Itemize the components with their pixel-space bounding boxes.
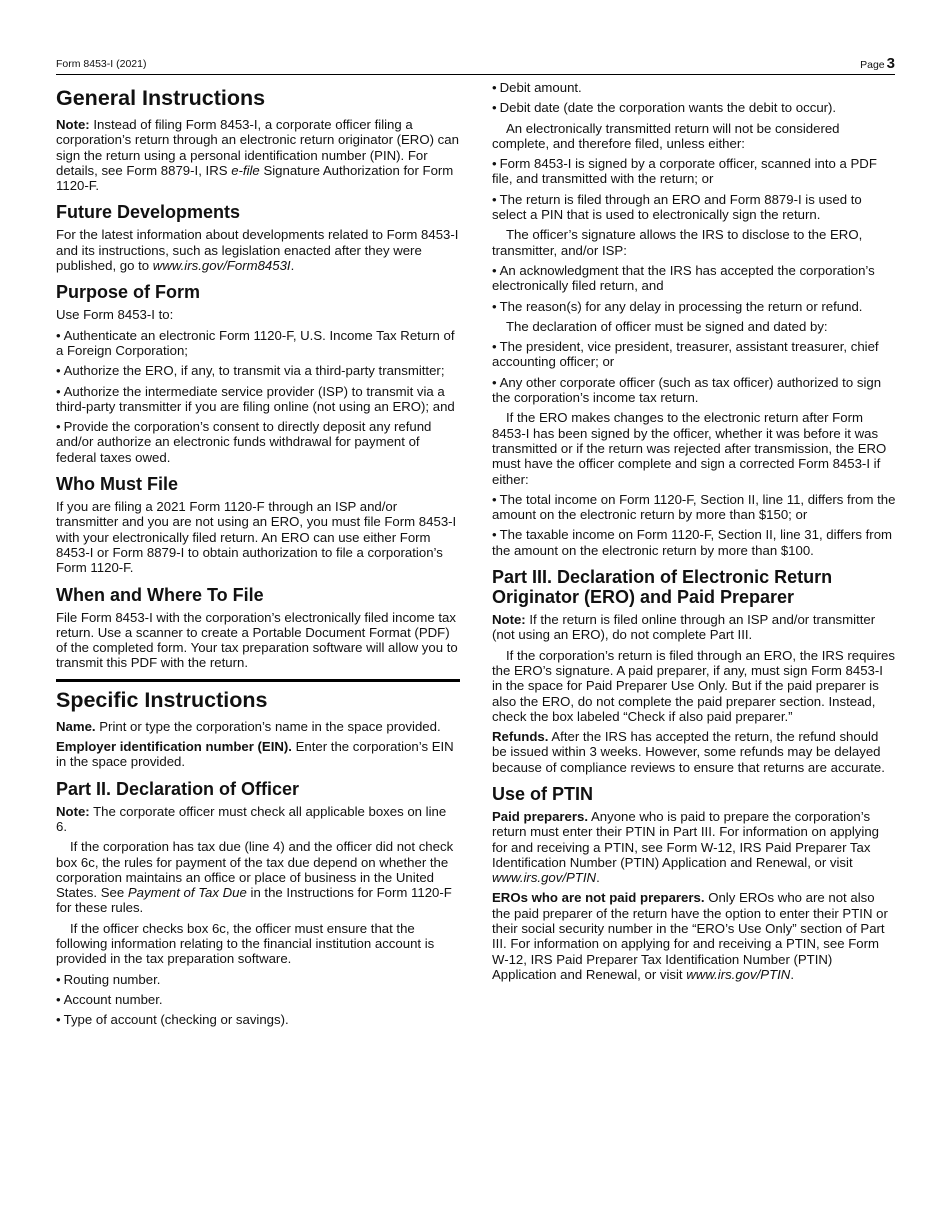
part2-note: Note: The corporate officer must check all applicable boxes on line 6. [56, 803, 447, 834]
list-item: • Form 8453-I is signed by a corporate officer, scanned into a PDF file, and transmitted with the return; or [492, 156, 877, 187]
list-item: • Authenticate an electronic Form 1120-F, U.S. Income Tax Return of a Foreign Corporation; [56, 327, 455, 358]
section-divider [56, 679, 460, 682]
part2-heading: Part II. Declaration of Officer [56, 778, 300, 799]
eros-para: EROs who are not paid preparers. Only EROs who are not also the paid preparer of the return have the option to enter their PTIN or their social security number in the “ERO’s Use Only” section of Part III. For information on applying for and receiving a PTIN, see Form W-12, IRS Paid Preparer Tax Identification Number (PTIN) Application and Renewal, or visit www.irs.gov/PTIN. [492, 890, 888, 982]
right-column [492, 80, 896, 987]
list-item: • The reason(s) for any delay in processing the return or refund. [492, 298, 863, 314]
part3-para: If the corporation’s return is filed through an ERO, the IRS requires the ERO’s signature. A paid preparer, if any, must sign Form 8453-I in the space for Paid Preparer Use Only. But if the paid preparer is also the ERO, do not complete the paid preparer section. Instead, check the box labeled “Check if also paid preparer.” [492, 647, 895, 724]
page-number: Page 3 [860, 55, 895, 72]
page-header [56, 54, 895, 75]
specific-instructions-heading: Specific Instructions [56, 687, 268, 712]
list-item: • Any other corporate officer (such as tax officer) authorized to sign the corporation’s income tax return. [492, 374, 882, 406]
paid-preparers-para: Paid preparers. Anyone who is paid to prepare the corporation’s return must enter their PTIN in Part III. For information on applying for and receiving a PTIN, see Form W-12, IRS Paid Preparer Tax Identification Number (PTIN) Application and Renewal, or visit www.irs.gov/PTIN. [492, 808, 879, 886]
purpose-intro: Use Form 8453-I to: [56, 307, 174, 323]
list-item: • The taxable income on Form 1120-F, Section II, line 31, differs from the amount on the electronic return by more than $100. [492, 527, 893, 558]
left-column [56, 80, 460, 1032]
future-developments-heading: Future Developments [56, 202, 241, 223]
not-complete-para: An electronically transmitted return will not be considered complete, and therefore filed, unless either: [492, 120, 840, 151]
form-id: Form 8453-I (2021) [56, 58, 147, 70]
list-item: • Authorize the ERO, if any, to transmit via a third-party transmitter; [56, 363, 445, 379]
part2-para2: If the officer checks box 6c, the officer must ensure that the following information relating to the financial institution account is provided in the tax preparation software. [56, 920, 435, 967]
ptin-heading: Use of PTIN [492, 783, 594, 804]
list-item: • The total income on Form 1120-F, Section II, line 11, differs from the amount on the electronic return by more than $150; or [492, 491, 896, 523]
list-item: • Debit date (date the corporation wants the debit to occur). [492, 100, 837, 116]
list-item: • The return is filed through an ERO and Form 8879-I is used to select a PIN that is used to electronically sign the return. [492, 191, 862, 223]
when-where-heading: When and Where To File [56, 584, 264, 605]
list-item: • The president, vice president, treasurer, assistant treasurer, chief accounting officer; or [492, 339, 879, 370]
list-item: • Type of account (checking or savings). [56, 1012, 289, 1028]
who-must-file-text: If you are filing a 2021 Form 1120-F through an ISP and/or transmitter and you are not using an ERO, you must file Form 8453-I with your electronically filed return. An ERO can use either Form 8453-I or Form 8879-I to obtain authorization to file a corporation’s Form 1120-F. [56, 499, 457, 576]
name-instruction: Name. Print or type the corporation’s name in the space provided. [56, 718, 441, 734]
who-must-file-heading: Who Must File [56, 474, 178, 495]
list-item: • An acknowledgment that the IRS has accepted the corporation’s electronically filed return, and [492, 262, 875, 294]
list-item: • Provide the corporation’s consent to directly deposit any refund and/or authorize an electronic funds withdrawal for payment of federal taxes owed. [56, 419, 432, 465]
when-where-text: File Form 8453-I with the corporation’s electronically filed income tax return. Use a scanner to create a Portable Document Format (PDF) of the completed form. Your tax preparation software will allow you to transmit this PDF with the return. [56, 609, 458, 671]
general-instructions-heading: General Instructions [56, 86, 266, 110]
part2-para1: If the corporation has tax due (line 4) and the officer did not check box 6c, the rules for payment of the tax due depend on whether the corporation maintains an office or place of business in the United States. See Payment of Tax Due in the Instructions for Form 1120-F for these rules. [56, 839, 454, 916]
list-item: • Routing number. [56, 971, 161, 987]
refunds-para: Refunds. After the IRS has accepted the return, the refund should be issued within 3 weeks. However, some refunds may be delayed because of compliance reviews to ensure that returns are accurate. [492, 729, 885, 775]
part3-heading: Part III. Declaration of Electronic Return Originator (ERO) and Paid Preparer [492, 567, 833, 608]
ein-instruction: Employer identification number (EIN). Enter the corporation’s EIN in the space provided. [56, 739, 454, 770]
disclose-para: The officer’s signature allows the IRS to disclose to the ERO, transmitter, and/or ISP: [492, 227, 863, 258]
purpose-heading: Purpose of Form [56, 282, 201, 303]
signed-para: The declaration of officer must be signed and dated by: [506, 318, 828, 334]
future-developments-text: For the latest information about developments related to Form 8453-I and its instructions, such as legislation enacted after they were published, go to www.irs.gov/Form8453I. [56, 227, 459, 274]
list-item: • Authorize the intermediate service provider (ISP) to transmit via a third-party transmitter if you are filing online (not using an ERO); and [56, 383, 455, 414]
list-item: • Account number. [56, 991, 163, 1007]
part3-note: Note: If the return is filed online through an ISP and/or transmitter (not using an ERO), do not complete Part III. [492, 612, 876, 643]
general-note: Note: Instead of filing Form 8453-I, a corporate officer filing a corporation’s return through an electronic return originator (ERO) can sign the return using a personal identification number (PIN). For details, see Form 8879-I, IRS e-file Signature Authorization for Form 1120-F. [56, 117, 459, 194]
list-item: • Debit amount. [492, 80, 582, 95]
changes-para: If the ERO makes changes to the electronic return after Form 8453-I has been signed by the officer, whether it was before it was transmitted or if the return was rejected after transmission, the ERO must have the officer complete and sign a corrected Form 8453-I if either: [492, 410, 887, 487]
